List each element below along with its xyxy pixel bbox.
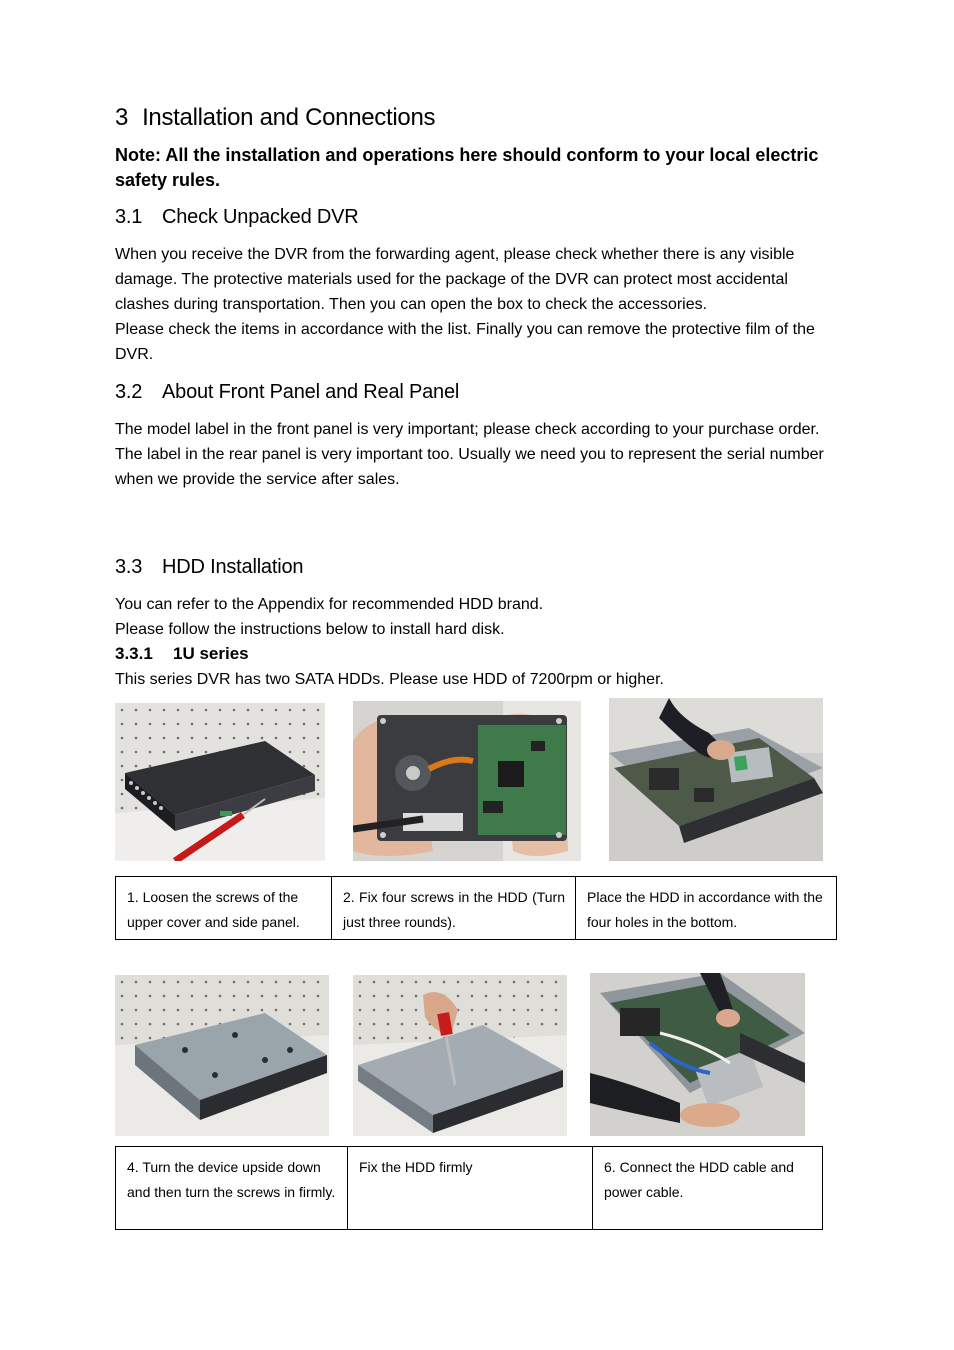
- paragraph: When you receive the DVR from the forwarding agent, please check whether there is any visible damage. The protective materials used for the package of the DVR can protect most accidental clashes during transportation. Then you can open the box to check the accessories.: [115, 246, 795, 313]
- photo-loosen-screws: [115, 703, 325, 861]
- paragraph: Please check the items in accordance with the list. Finally you can remove the protective film of the DVR.: [115, 321, 815, 363]
- paragraph: The model label in the front panel is very important; please check according to your purchase order.: [115, 421, 820, 438]
- section-heading-3-3: [115, 556, 303, 579]
- step-cell: 2. Fix four screws in the HDD (Turn just three rounds).: [332, 877, 576, 940]
- section-number: 3.1: [115, 206, 143, 228]
- paragraph: Please follow the instructions below to install hard disk.: [115, 621, 505, 638]
- subsection-text: This series DVR has two SATA HDDs. Please use HDD of 7200rpm or higher.: [115, 671, 664, 688]
- section-title: Check Unpacked DVR: [162, 206, 359, 228]
- step-cell: 4. Turn the device upside down and then turn the screws in firmly.: [116, 1147, 348, 1230]
- step-cell: Fix the HDD firmly: [348, 1147, 593, 1230]
- section-number: 3.3: [115, 556, 143, 578]
- section-body-3-1: [115, 242, 840, 367]
- chapter-title: Installation and Connections: [142, 104, 436, 131]
- steps-table-2: [115, 1146, 823, 1230]
- section-title: About Front Panel and Real Panel: [162, 381, 460, 403]
- step-cell: Place the HDD in accordance with the four holes in the bottom.: [576, 877, 837, 940]
- section-heading-3-2: [115, 381, 459, 404]
- chapter-heading: [115, 104, 435, 132]
- subsection-heading-3-3-1: [115, 644, 249, 664]
- section-body-3-2: [115, 417, 840, 492]
- chapter-number: 3: [115, 104, 129, 131]
- paragraph: You can refer to the Appendix for recommended HDD brand.: [115, 596, 544, 613]
- paragraph: The label in the rear panel is very important too. Usually we need you to represent the serial number when we provide the service after sales.: [115, 446, 824, 488]
- section-title: HDD Installation: [162, 556, 304, 578]
- section-body-3-3: [115, 592, 840, 642]
- safety-note: Note: All the installation and operations here should conform to your local electric safety rules.: [115, 145, 819, 190]
- subsection-number: 3.3.1: [115, 644, 153, 663]
- step-cell: 6. Connect the HDD cable and power cable.: [593, 1147, 823, 1230]
- photo-hdd-screws: [353, 701, 581, 861]
- photo-fix-hdd: [353, 975, 567, 1136]
- photo-device-upside-down: [115, 975, 329, 1136]
- steps-table-1: [115, 876, 837, 940]
- section-heading-3-1: [115, 206, 359, 229]
- step-cell: 1. Loosen the screws of the upper cover and side panel.: [116, 877, 332, 940]
- photo-place-hdd: [609, 698, 823, 861]
- section-number: 3.2: [115, 381, 143, 403]
- subsection-title: 1U series: [173, 644, 249, 663]
- photo-connect-cables: [590, 973, 805, 1136]
